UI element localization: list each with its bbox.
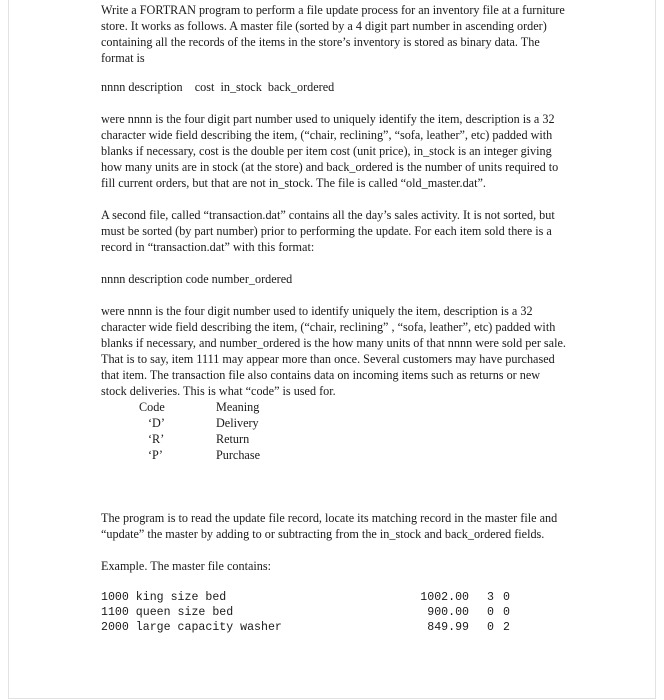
code-table [139,399,567,463]
meaning-header: Meaning [216,400,260,414]
item-cost: 849.99 [427,621,469,634]
item-in-stock: 3 [487,591,494,604]
item-description: 1000 king size bed [101,591,227,604]
item-description: 1100 queen size bed [101,606,234,619]
master-explain-paragraph: were nnnn is the four digit part number used to uniquely identify the item, description is a 32 character wide field describing the item, (“chair, reclining”, “sofa, leather”, etc) padded with blanks if necessary, cost is the double per item cost (unit price), in_stock is an integer giving how many units are in stock (at the store) and back_ordered is the number of units required to fill current orders, but that are not in_stock. The file is called “old_master.dat”. [101,112,559,190]
master-example-table [101,590,567,635]
meaning-cell: Delivery [216,416,259,430]
transaction-explain-paragraph: were nnnn is the four digit number used to identify uniquely the item, description is a 32 character wide field describing the item, (“chair, reclining” , “sofa, leather”, etc) padded with blanks if necessary, and number_ordered is the how many units of that nnnn were sold per sale. That is to say, item 1111 may appear more than once. Several customers may have purchased that item. The transaction file also contains data on incoming items such as returns or new stock deliveries. This is what “code” is used for. [101,304,566,398]
table-row [101,590,567,605]
item-in-stock: 0 [487,621,494,634]
second-file-paragraph: A second file, called “transaction.dat” contains all the day’s sales activity. It is not sorted, but must be sorted (by part number) prior to performing the update. For each item sold there is a record in “transaction.dat” with this format: [101,208,555,254]
code-cell: ‘D’ [148,416,165,430]
example-intro: Example. The master file contains: [101,559,272,573]
item-cost: 900.00 [427,606,469,619]
meaning-cell: Return [216,432,250,446]
item-back-ordered: 0 [503,606,510,619]
meaning-cell: Purchase [216,448,260,462]
code-header: Code [139,400,165,414]
table-row [101,605,567,620]
code-cell: ‘R’ [148,432,165,446]
code-cell: ‘P’ [148,448,163,462]
master-format-line: nnnn description cost in_stock back_ordered [101,80,335,94]
item-back-ordered: 2 [503,621,510,634]
table-row [101,620,567,635]
item-back-ordered: 0 [503,591,510,604]
item-cost: 1002.00 [420,591,469,604]
intro-paragraph: Write a FORTRAN program to perform a file update process for an inventory file at a furniture store. It works as follows. A master file (sorted by a 4 digit part number in ascending order) containing all the records of the items in the store’s inventory is stored as binary data. The format is [101,3,565,65]
item-description: 2000 large capacity washer [101,621,282,634]
program-description-paragraph: The program is to read the update file record, locate its matching record in the master file and “update” the master by adding to or subtracting from the in_stock and back_ordered fields. [101,511,558,541]
item-in-stock: 0 [487,606,494,619]
transaction-format-line: nnnn description code number_ordered [101,272,293,286]
document-content [101,2,567,635]
